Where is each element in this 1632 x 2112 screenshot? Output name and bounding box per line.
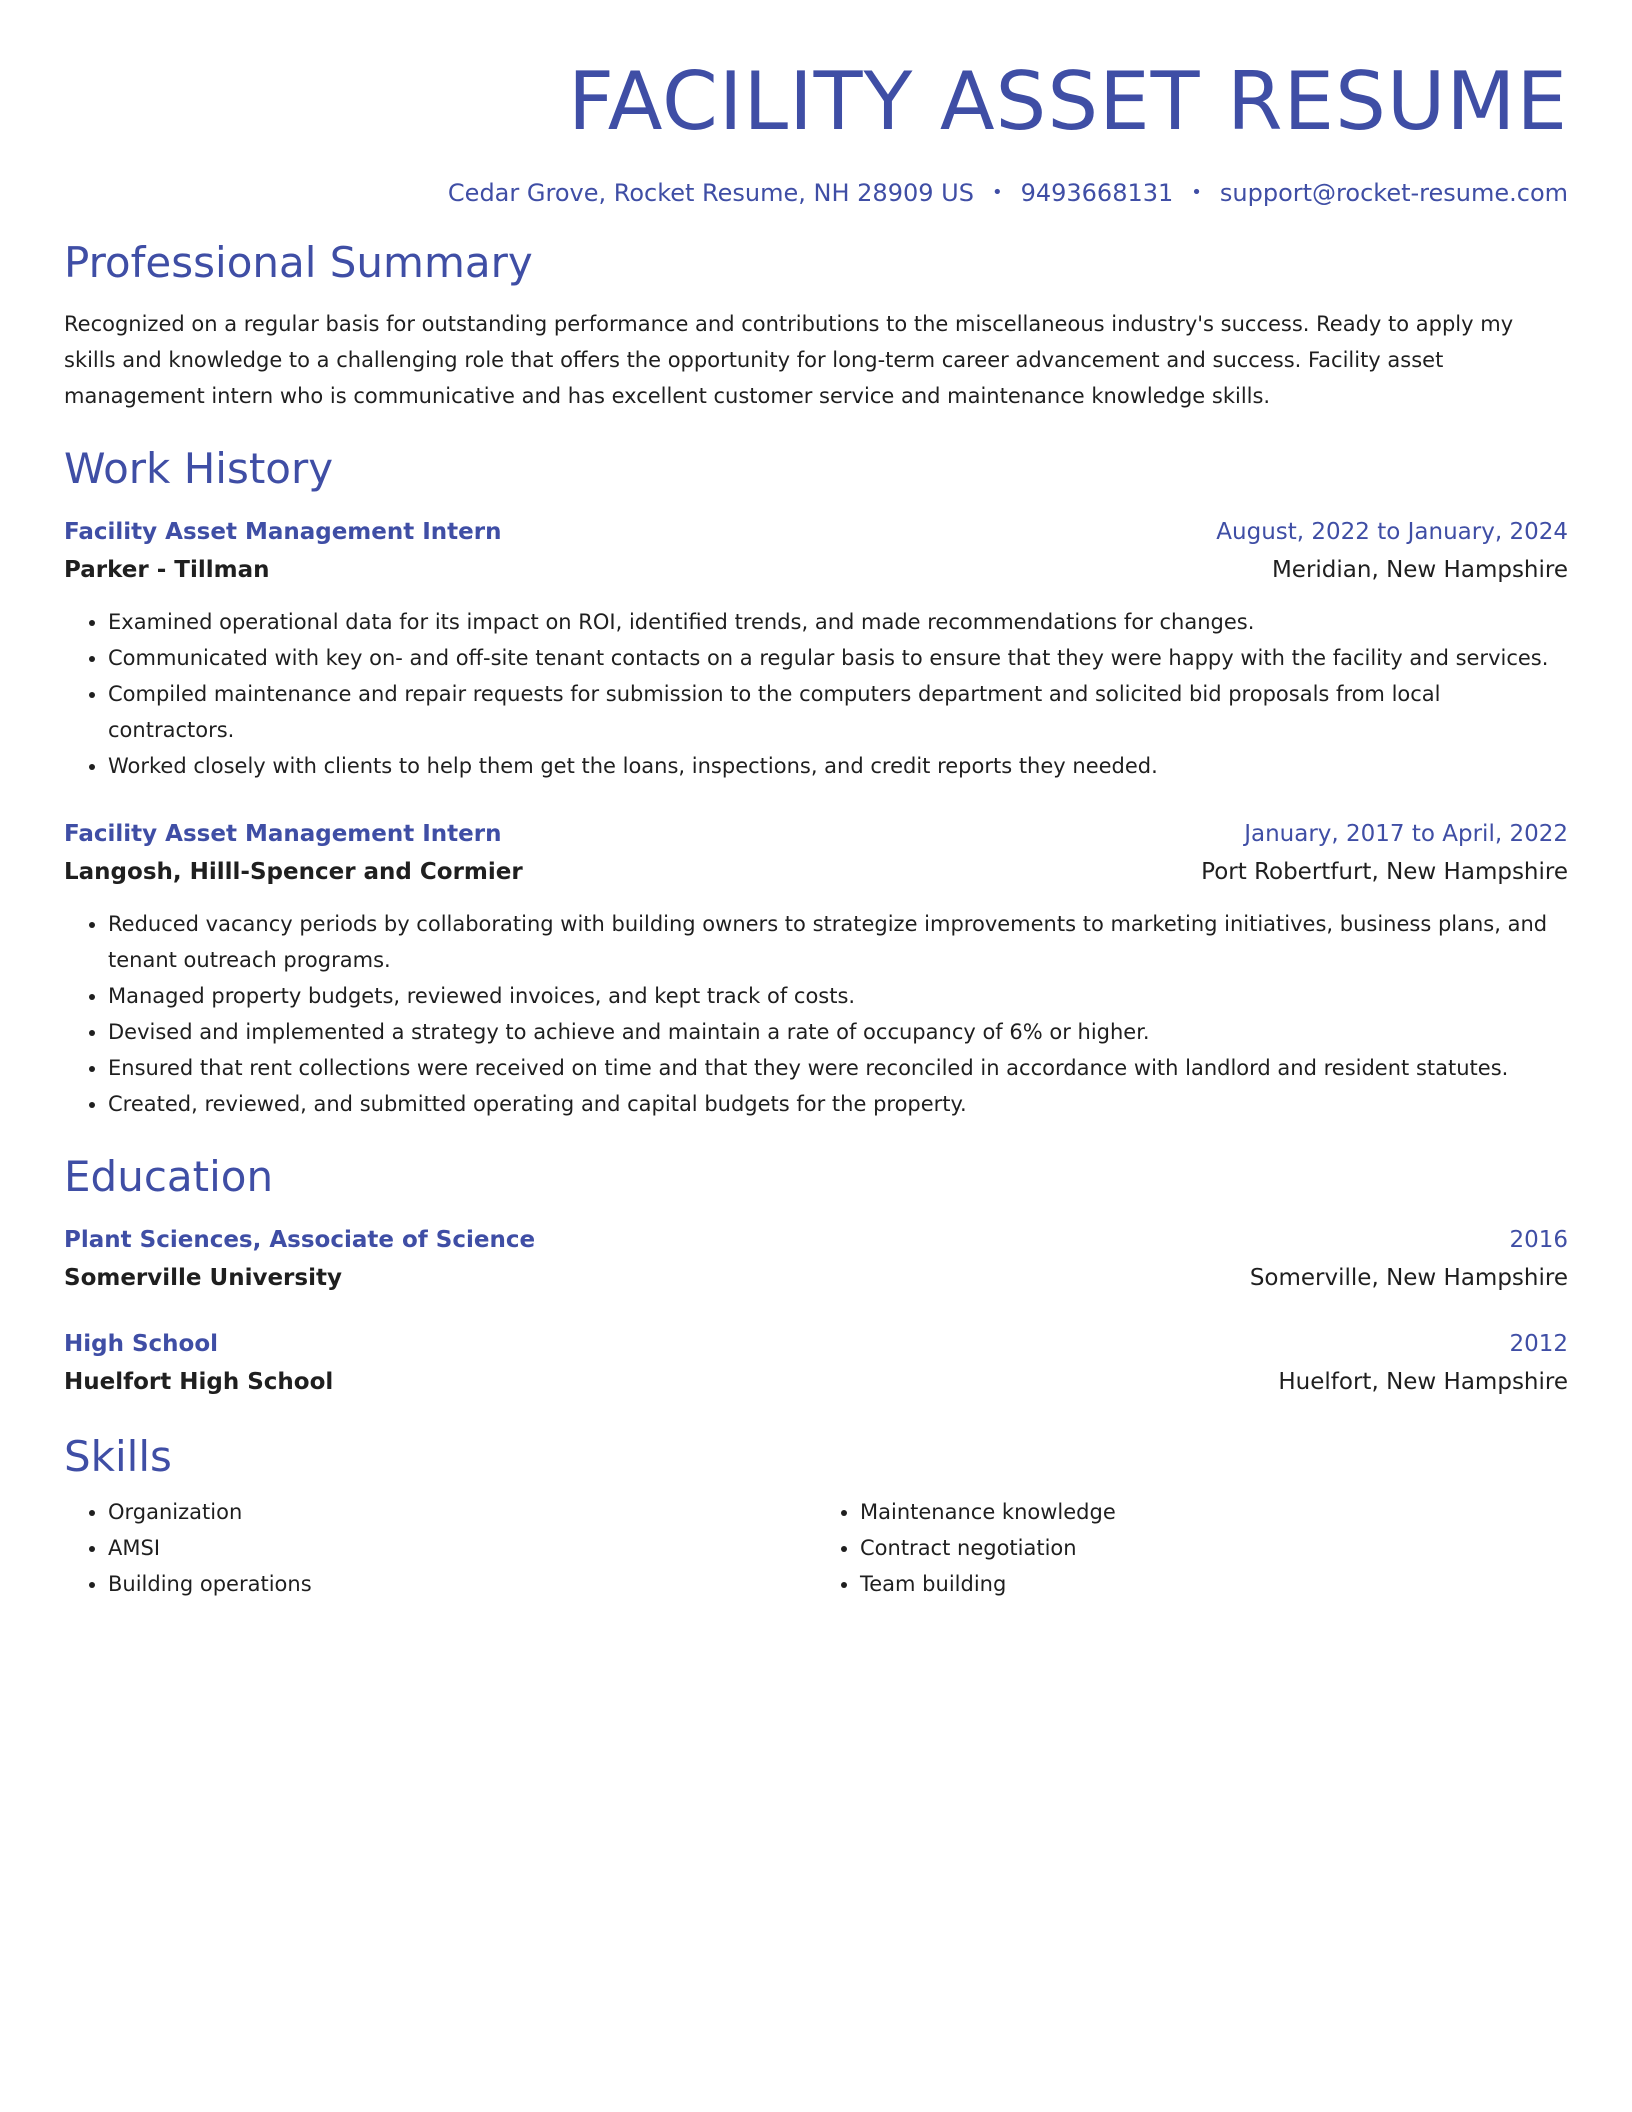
summary-text: Recognized on a regular basis for outstanding performance and contributions to the miscellaneous industry's success. Ready to apply my skills and knowledge to a challenging role that offers the opportunity for long-term career advancement and success. Facility asset management intern who is communicative and has excellent customer service and maintenance knowledge skills. — [64, 312, 1514, 408]
contact-email: support@rocket-resume.com — [1219, 179, 1568, 207]
skills-list — [64, 1494, 1568, 1602]
job-header — [64, 818, 1568, 850]
job-bullet: • Compiled maintenance and repair requests for submission to the computers department and solicited bid proposals from local contractors. — [108, 676, 1568, 748]
job-subheader — [64, 554, 1568, 586]
job-header — [64, 516, 1568, 548]
job-entry — [64, 818, 1568, 1122]
skills-heading: Skills — [64, 1432, 172, 1481]
education-subheader — [64, 1262, 1568, 1294]
job-entry — [64, 516, 1568, 784]
skill-item: • Contract negotiation — [860, 1530, 1568, 1566]
education-entry — [64, 1328, 1568, 1398]
education-degree: High School — [64, 1331, 219, 1357]
contact-phone: 9493668131 — [1020, 179, 1174, 207]
job-bullet: • Managed property budgets, reviewed invoices, and kept track of costs. — [108, 978, 1568, 1014]
education-degree: Plant Sciences, Associate of Science — [64, 1227, 536, 1253]
job-location: Meridian, New Hampshire — [1271, 557, 1568, 583]
job-location: Port Robertfurt, New Hampshire — [1201, 859, 1568, 885]
summary-heading: Professional Summary — [64, 238, 533, 287]
contact-separator: • — [1191, 182, 1202, 203]
education-header — [64, 1224, 1568, 1256]
education-year: 2012 — [1509, 1331, 1568, 1357]
job-dates: August, 2022 to January, 2024 — [1216, 519, 1568, 545]
job-title: Facility Asset Management Intern — [64, 519, 502, 545]
job-bullet: • Reduced vacancy periods by collaborating with building owners to strategize improvements to marketing initiatives, business plans, and tenant outreach programs. — [108, 906, 1568, 978]
job-company: Langosh, Hilll-Spencer and Cormier — [64, 859, 523, 885]
contact-address: Cedar Grove, Rocket Resume, NH 28909 US — [447, 179, 974, 207]
job-bullet: • Communicated with key on- and off-site tenant contacts on a regular basis to ensure that they were happy with the facility and services. — [108, 640, 1568, 676]
skills-column-right — [816, 1494, 1568, 1602]
resume-name: FACILITY ASSET RESUME — [568, 55, 1568, 148]
job-subheader — [64, 856, 1568, 888]
skill-item: • Team building — [860, 1566, 1568, 1602]
job-bullet: • Examined operational data for its impact on ROI, identified trends, and made recommendations for changes. — [108, 604, 1568, 640]
contact-separator: • — [991, 182, 1003, 203]
education-subheader — [64, 1366, 1568, 1398]
education-entry — [64, 1224, 1568, 1294]
job-bullets — [64, 604, 1568, 784]
skill-item: • Organization — [108, 1494, 816, 1530]
education-year: 2016 — [1509, 1227, 1568, 1253]
education-location: Somerville, New Hampshire — [1249, 1265, 1568, 1291]
work-history-heading: Work History — [64, 444, 334, 493]
skills-column-left — [64, 1494, 816, 1602]
job-company: Parker - Tillman — [64, 557, 270, 583]
contact-line — [64, 178, 1568, 208]
skill-item: • AMSI — [108, 1530, 816, 1566]
job-bullet: • Ensured that rent collections were received on time and that they were reconciled in accordance with landlord and resident statutes. — [108, 1050, 1568, 1086]
job-bullet: • Devised and implemented a strategy to achieve and maintain a rate of occupancy of 6% or higher. — [108, 1014, 1568, 1050]
job-bullet: • Created, reviewed, and submitted operating and capital budgets for the property. — [108, 1086, 1568, 1122]
education-school: Somerville University — [64, 1265, 342, 1291]
education-header — [64, 1328, 1568, 1360]
education-school: Huelfort High School — [64, 1369, 334, 1395]
education-heading: Education — [64, 1152, 274, 1201]
skill-item: • Maintenance knowledge — [860, 1494, 1568, 1530]
job-title: Facility Asset Management Intern — [64, 821, 502, 847]
education-location: Huelfort, New Hampshire — [1278, 1369, 1568, 1395]
job-bullets — [64, 906, 1568, 1122]
job-dates: January, 2017 to April, 2022 — [1244, 821, 1568, 847]
skill-item: • Building operations — [108, 1566, 816, 1602]
job-bullet: • Worked closely with clients to help them get the loans, inspections, and credit reports they needed. — [108, 748, 1568, 784]
